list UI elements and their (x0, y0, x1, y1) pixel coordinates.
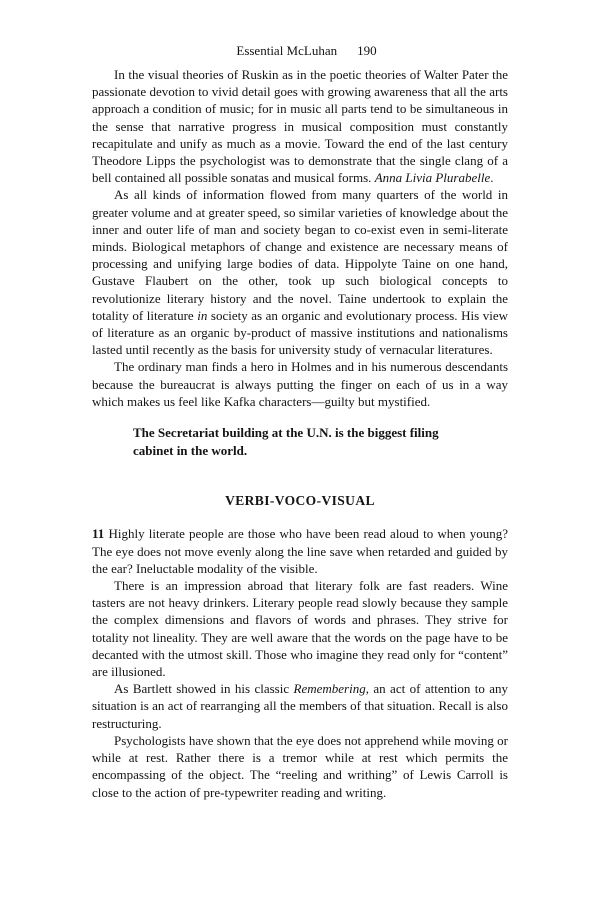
text-segment: As all kinds of information flowed from many quarters of the world in greater volume and at greater speed, so similar varieties of knowledge about the inner and outer life of man and society began to co-exist even in semi-literate minds. Biological metaphors of change and existence are necessary means of processing and unifying large bodies of data. Hippolyte Taine on one hand, Gustave Flaubert on the other, took up such biological concepts to revolutionize literary history and the novel. Taine undertook to explain the totality of literature (92, 187, 508, 323)
section-heading: VERBI-VOCO-VISUAL (225, 493, 375, 509)
page-number: 190 (357, 43, 377, 58)
block-quote: The Secretariat building at the U.N. is the biggest filing cabinet in the world. (133, 425, 439, 458)
text-segment: In the visual theories of Ruskin as in the poetic theories of Walter Pater the passionate devotion to vivid detail goes with growing awareness that all the arts approach a condition of music; for in music all parts tend to be simultaneous in the sense that narrative progress in musical composition must constantly recapitulate and unify as much as a movie. Toward the end of the last century Theodore Lipps the psychologist was to demonstrate that the single clang of a bell contained all possible sonatas and musical forms. (92, 67, 508, 186)
paragraph (92, 577, 508, 680)
paragraph (92, 680, 508, 732)
text-segment: Remembering, (293, 681, 369, 697)
paragraph (92, 525, 508, 577)
body-text (92, 66, 508, 801)
paragraph (92, 358, 508, 410)
text-segment: in (197, 307, 208, 323)
text-segment: an act of attention to any situation is an act of rearranging all the members of that situation. Recall is also restructuring. (92, 681, 509, 731)
text-segment: society as an organic and evolutionary process. His view of literature as an organic by-product of massive institutions and nationalisms lasted until recently as the basis for university study of vernacular literatures. (92, 307, 508, 358)
paragraph (92, 732, 508, 801)
text-segment: . (490, 170, 494, 186)
book-title: Essential McLuhan (236, 43, 338, 58)
text-segment: There is an impression abroad that literary folk are fast readers. Wine tasters are not heavy drinkers. Literary people read slowly because they sample the complex dimensions and flavors of words and phrases. They strive for totality not lineality. They are well aware that the words on the page have to be decanted with the utmost skill. Those who imagine they read only for “content” are illusioned. (92, 578, 508, 680)
paragraph (92, 186, 508, 358)
text-segment: Anna Livia Plurabelle (374, 170, 491, 186)
text-segment: Highly literate people are those who have been read aloud to when young? The eye does not move evenly along the line save when retarded and guided by the ear? Ineluctable modality of the visible. (92, 526, 508, 576)
paragraph (92, 66, 508, 186)
text-segment: Psychologists have shown that the eye does not apprehend while moving or while at rest. Rather there is a tremor while at rest which permits the encompassing of the object. The “reeling and writhing” of Lewis Carroll is close to the action of pre-typewriter reading and writing. (92, 732, 508, 800)
text-segment: The ordinary man finds a hero in Holmes and in his numerous descendants because the bureaucrat is always putting the finger on each of us in a way which makes us feel like Kafka characters—guilty but mystified. (92, 359, 508, 409)
text-segment: As Bartlett showed in his classic (114, 681, 294, 697)
text-segment: 11 (92, 526, 105, 542)
